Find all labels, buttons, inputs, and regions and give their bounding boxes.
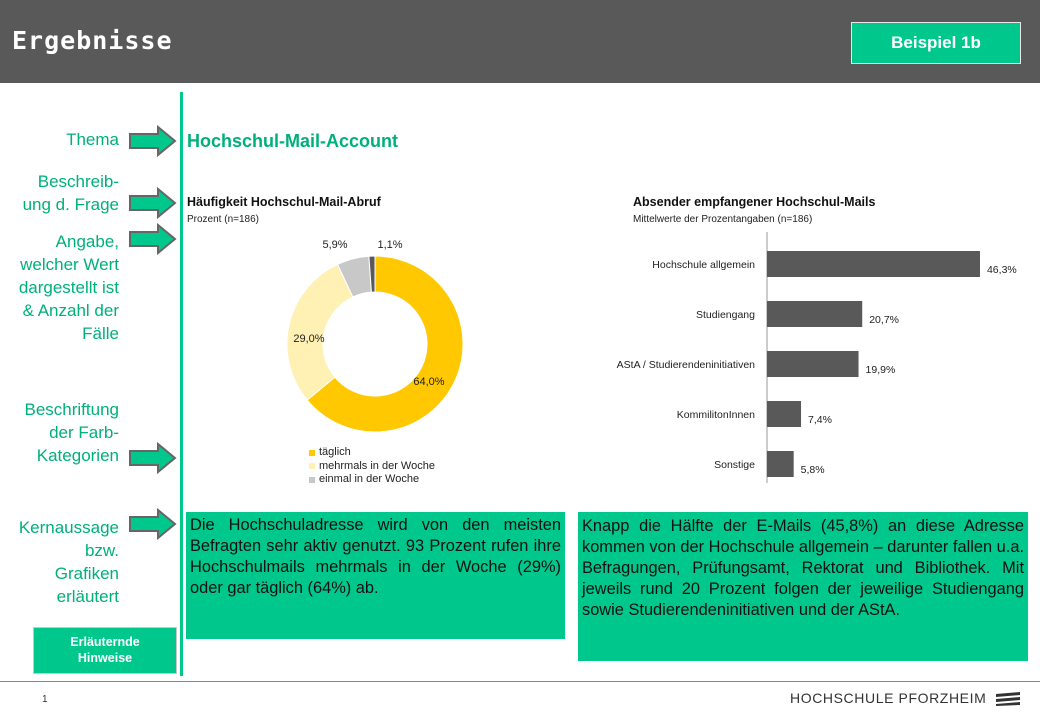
sidebar-label-thema (66, 128, 119, 151)
legend-label: täglich (319, 446, 351, 458)
bar (767, 401, 801, 427)
arrow-right-icon (128, 441, 178, 475)
donut-value-label: 1,1% (377, 239, 403, 251)
sidebar-label-text: Kernaussage bzw. Grafiken erläutert (18, 518, 119, 606)
bar-value-label: 7,4% (808, 414, 832, 426)
bar-value-label: 20,7% (869, 314, 900, 326)
legend-swatch (309, 450, 315, 456)
donut-value-label: 5,9% (322, 239, 348, 251)
bar-chart-subtitle: Mittelwerte der Prozentangaben (n=186) (633, 214, 813, 225)
page-title: Ergebnisse (12, 26, 173, 55)
sidebar-label-angabe (19, 230, 119, 345)
hint-text: Erläuternde Hinweise (70, 635, 140, 665)
sidebar-label-text: Angabe, welcher Wert dargestellt ist & Anzahl der Fälle (18, 232, 119, 343)
legend-label: einmal in der Woche (319, 473, 420, 485)
sidebar-label-text: Beschriftung der Farb- Kategorien (24, 400, 119, 465)
callout-right: Knapp die Hälfte der E-Mails (45,8%) an diese Adresse kommen von der Hochschule allgemein – darunter fallen u.a. Befragungen, Prüfungsamt, Rektorat und Bibliothek. Mit jeweils rund 20 Prozent folgen der jeweilige Studiengang sowie Studierendeninitiativen und der AStA. (578, 512, 1028, 661)
legend-item (309, 446, 435, 460)
donut-legend (309, 446, 435, 487)
hochschule-logo-icon (995, 692, 1021, 706)
arrow-right-icon (128, 222, 178, 256)
bar (767, 251, 980, 277)
bar-chart (560, 230, 1030, 490)
donut-value-label: 64,0% (413, 376, 445, 388)
hint-box (33, 627, 177, 674)
bar (767, 351, 859, 377)
bar-value-label: 5,8% (800, 464, 825, 476)
callout-left: Die Hochschuladresse wird von den meisten Befragten sehr aktiv genutzt. 93 Prozent rufen ihre Hochschulmails mehrmals in der Woche (29%) oder gar täglich (64%) ab. (186, 512, 565, 639)
bar-chart-title: Absender empfangener Hochschul-Mails (633, 195, 876, 209)
bar-category-label: Hochschule allgemein (652, 259, 755, 271)
donut-value-label: 29,0% (293, 333, 325, 345)
bar-category-label: AStA / Studierendeninitiativen (616, 359, 755, 371)
legend-label: mehrmals in der Woche (319, 459, 435, 472)
arrow-right-icon (128, 124, 178, 158)
bar (767, 301, 862, 327)
donut-chart-title: Häufigkeit Hochschul-Mail-Abruf (187, 195, 381, 209)
example-badge: Beispiel 1b (851, 22, 1021, 64)
donut-chart (280, 232, 480, 447)
legend-item (309, 460, 435, 474)
divider-line (180, 92, 183, 676)
sidebar-label-kernaussage (19, 516, 119, 608)
arrow-right-icon (128, 507, 178, 541)
legend-item (309, 473, 435, 487)
donut-chart-subtitle: Prozent (n=186) (187, 214, 259, 225)
bar-value-label: 19,9% (865, 364, 896, 376)
logo-text: HOCHSCHULE PFORZHEIM (790, 690, 987, 706)
header-bar (0, 0, 1040, 83)
arrow-right-icon (128, 186, 178, 220)
bar-category-label: Studiengang (696, 309, 755, 321)
legend-swatch (309, 477, 315, 483)
legend-swatch (309, 463, 315, 469)
sidebar-label-text: Thema (66, 130, 119, 149)
bar-category-label: KommilitonInnen (676, 409, 755, 421)
topic-title: Hochschul-Mail-Account (187, 131, 399, 151)
bar (767, 451, 794, 477)
footer-divider (0, 681, 1040, 682)
bar-value-label: 46,3% (986, 264, 1017, 276)
sidebar-label-beschreibung (23, 170, 119, 216)
sidebar-label-beschriftung (25, 398, 120, 467)
page-number: 1 (42, 694, 48, 705)
bar-category-label: Sonstige (714, 459, 755, 471)
sidebar-label-text: Beschreib- ung d. Frage (22, 172, 119, 214)
